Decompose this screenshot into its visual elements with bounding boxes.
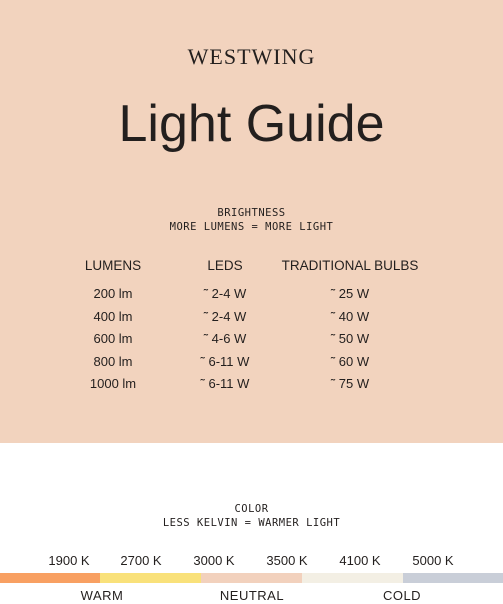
lumens-cell: 1000 lm	[89, 376, 137, 391]
bulbs-column	[270, 258, 430, 399]
brightness-label: BRIGHTNESS	[217, 207, 286, 219]
brand-logo: WESTWING	[187, 44, 316, 69]
color-subtitle: LESS KELVIN = WARMER LIGHT	[162, 517, 341, 529]
leds-cell: ˜ 2-4 W	[203, 286, 247, 301]
kelvin-scale	[0, 553, 503, 569]
temperature-warm: WARM	[80, 588, 124, 603]
lumens-cell: 400 lm	[93, 308, 133, 324]
kelvin-label: 2700 K	[120, 553, 162, 568]
kelvin-label: 4100 K	[339, 553, 381, 568]
color-segment-neutral-peach	[201, 573, 302, 583]
temperature-neutral: NEUTRAL	[219, 588, 285, 603]
color-segment-warm-yellow	[100, 573, 201, 583]
bulbs-cell: ˜ 60 W	[330, 353, 370, 369]
bulbs-cell: ˜ 25 W	[330, 286, 370, 301]
bulbs-cell: ˜ 40 W	[330, 308, 370, 324]
lumens-cell: 800 lm	[93, 353, 133, 369]
kelvin-label: 1900 K	[48, 553, 90, 568]
leds-cell: ˜ 4-6 W	[203, 331, 247, 346]
leds-header: LEDS	[207, 258, 243, 273]
kelvin-label: 5000 K	[412, 553, 454, 568]
bulbs-header: TRADITIONAL BULBS	[281, 258, 419, 273]
leds-cell: ˜ 6-11 W	[200, 353, 250, 369]
leds-cell: ˜ 2-4 W	[203, 308, 247, 324]
leds-cell: ˜ 6-11 W	[200, 376, 250, 391]
lumens-cell: 600 lm	[93, 331, 133, 346]
kelvin-label: 3000 K	[193, 553, 235, 568]
lumens-header: LUMENS	[84, 258, 142, 273]
bulbs-cell: ˜ 50 W	[330, 331, 370, 346]
color-segment-cold-grey	[403, 573, 503, 583]
temperature-cold: COLD	[382, 588, 422, 603]
bulbs-cell: ˜ 75 W	[330, 376, 370, 391]
color-segment-warm-orange	[0, 573, 100, 583]
lumens-cell: 200 lm	[93, 286, 133, 301]
color-label: COLOR	[234, 503, 269, 515]
brightness-subtitle: MORE LUMENS = MORE LIGHT	[169, 221, 334, 233]
color-segment-neutral-cream	[302, 573, 403, 583]
kelvin-label: 3500 K	[266, 553, 308, 568]
page-title: Light Guide	[118, 95, 385, 153]
